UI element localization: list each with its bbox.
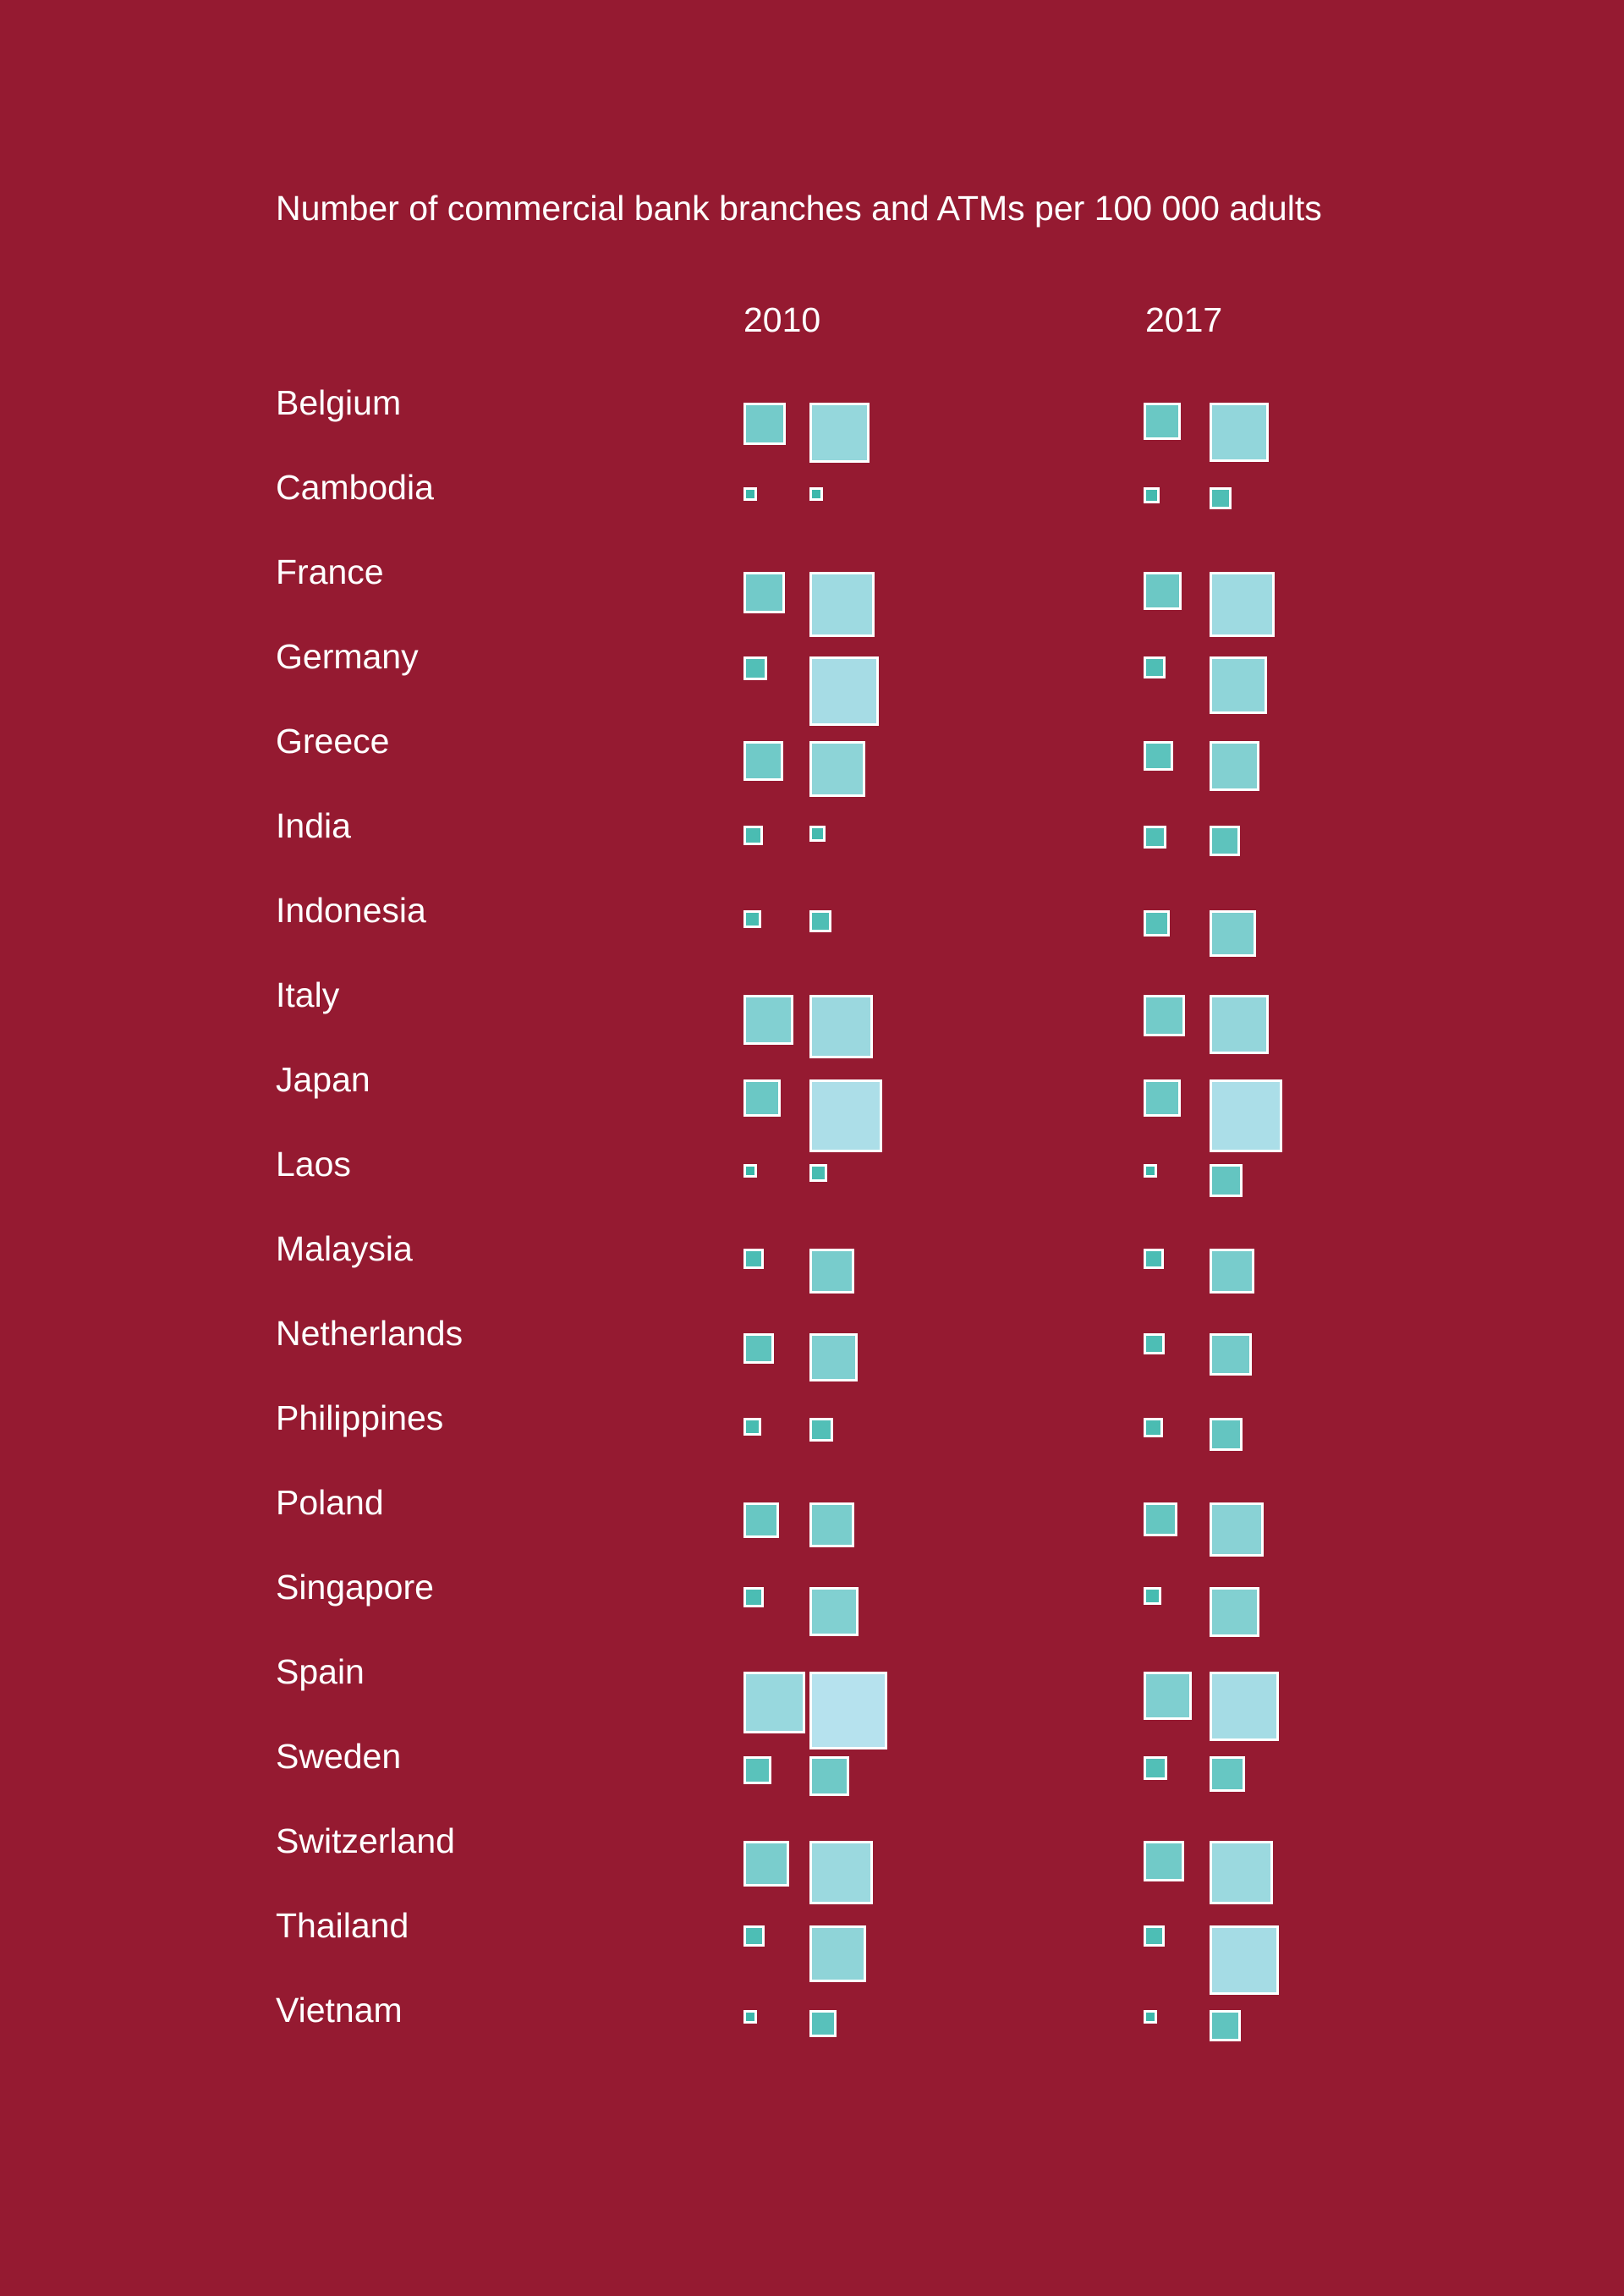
square-netherlands-2017-atms — [1210, 1333, 1252, 1376]
square-sweden-2017-branches — [1144, 1756, 1167, 1780]
country-label-india: India — [276, 806, 351, 845]
square-spain-2017-branches — [1144, 1672, 1192, 1720]
chart-title: Number of commercial bank branches and ATMs per 100 000 adults — [276, 189, 1322, 228]
square-spain-2010-branches — [743, 1672, 805, 1733]
square-vietnam-2017-atms — [1210, 2010, 1241, 2041]
country-label-poland: Poland — [276, 1483, 384, 1522]
square-france-2010-atms — [809, 572, 875, 637]
square-sweden-2010-atms — [809, 1756, 849, 1796]
square-poland-2010-branches — [743, 1502, 779, 1538]
country-label-greece: Greece — [276, 722, 390, 761]
square-laos-2017-branches — [1144, 1164, 1157, 1178]
square-india-2010-atms — [809, 826, 826, 842]
square-thailand-2017-branches — [1144, 1925, 1165, 1947]
square-netherlands-2010-atms — [809, 1333, 858, 1381]
square-greece-2010-atms — [809, 741, 865, 797]
square-malaysia-2017-atms — [1210, 1249, 1254, 1294]
square-singapore-2010-branches — [743, 1587, 764, 1607]
square-germany-2017-atms — [1210, 656, 1267, 714]
year-label-2017: 2017 — [1145, 300, 1223, 339]
square-greece-2010-branches — [743, 741, 783, 781]
square-greece-2017-atms — [1210, 741, 1259, 791]
square-cambodia-2010-branches — [743, 487, 757, 501]
square-cambodia-2017-atms — [1210, 487, 1232, 509]
country-label-switzerland: Switzerland — [276, 1821, 455, 1860]
square-philippines-2010-atms — [809, 1418, 833, 1442]
square-philippines-2017-branches — [1144, 1418, 1163, 1437]
square-singapore-2010-atms — [809, 1587, 859, 1636]
square-malaysia-2010-atms — [809, 1249, 854, 1294]
square-malaysia-2010-branches — [743, 1249, 764, 1269]
square-switzerland-2017-branches — [1144, 1841, 1184, 1881]
square-poland-2010-atms — [809, 1502, 854, 1547]
square-philippines-2017-atms — [1210, 1418, 1243, 1451]
square-belgium-2017-branches — [1144, 403, 1181, 440]
square-netherlands-2010-branches — [743, 1333, 774, 1364]
square-poland-2017-branches — [1144, 1502, 1177, 1536]
country-label-philippines: Philippines — [276, 1398, 444, 1437]
country-label-netherlands: Netherlands — [276, 1314, 464, 1353]
square-spain-2010-atms — [809, 1672, 887, 1749]
square-switzerland-2010-atms — [809, 1841, 873, 1904]
square-india-2010-branches — [743, 826, 763, 845]
square-japan-2010-atms — [809, 1079, 882, 1152]
square-cambodia-2017-branches — [1144, 487, 1160, 503]
country-label-malaysia: Malaysia — [276, 1229, 413, 1268]
square-germany-2017-branches — [1144, 656, 1166, 678]
square-sweden-2017-atms — [1210, 1756, 1245, 1792]
square-belgium-2010-atms — [809, 403, 870, 463]
square-singapore-2017-atms — [1210, 1587, 1259, 1637]
square-greece-2017-branches — [1144, 741, 1173, 771]
country-label-laos: Laos — [276, 1145, 351, 1184]
country-label-japan: Japan — [276, 1060, 370, 1099]
square-indonesia-2010-branches — [743, 910, 761, 928]
country-label-vietnam: Vietnam — [276, 1991, 403, 2030]
country-label-italy: Italy — [276, 975, 340, 1014]
square-india-2017-branches — [1144, 826, 1166, 849]
square-switzerland-2010-branches — [743, 1841, 789, 1887]
square-france-2017-branches — [1144, 572, 1182, 610]
square-italy-2010-branches — [743, 995, 793, 1045]
country-label-germany: Germany — [276, 637, 419, 676]
square-laos-2010-atms — [809, 1164, 827, 1182]
square-thailand-2017-atms — [1210, 1925, 1279, 1995]
square-sweden-2010-branches — [743, 1756, 771, 1784]
square-laos-2010-branches — [743, 1164, 757, 1178]
square-indonesia-2017-atms — [1210, 910, 1256, 957]
country-label-belgium: Belgium — [276, 383, 402, 422]
country-label-indonesia: Indonesia — [276, 891, 426, 930]
square-japan-2017-branches — [1144, 1079, 1181, 1117]
square-poland-2017-atms — [1210, 1502, 1264, 1557]
square-indonesia-2010-atms — [809, 910, 831, 932]
square-philippines-2010-branches — [743, 1418, 761, 1436]
square-vietnam-2010-branches — [743, 2010, 757, 2024]
square-italy-2010-atms — [809, 995, 873, 1058]
square-india-2017-atms — [1210, 826, 1240, 856]
square-france-2017-atms — [1210, 572, 1275, 637]
square-singapore-2017-branches — [1144, 1587, 1161, 1605]
country-label-thailand: Thailand — [276, 1906, 409, 1945]
square-italy-2017-atms — [1210, 995, 1269, 1054]
square-vietnam-2017-branches — [1144, 2010, 1157, 2024]
square-cambodia-2010-atms — [809, 487, 823, 501]
square-malaysia-2017-branches — [1144, 1249, 1164, 1269]
country-label-spain: Spain — [276, 1652, 365, 1691]
square-belgium-2010-branches — [743, 403, 786, 445]
square-belgium-2017-atms — [1210, 403, 1269, 462]
square-japan-2017-atms — [1210, 1079, 1282, 1152]
square-laos-2017-atms — [1210, 1164, 1243, 1197]
square-indonesia-2017-branches — [1144, 910, 1170, 937]
country-label-sweden: Sweden — [276, 1737, 402, 1776]
country-label-france: France — [276, 552, 384, 591]
square-thailand-2010-atms — [809, 1925, 866, 1982]
year-label-2010: 2010 — [743, 300, 821, 339]
square-vietnam-2010-atms — [809, 2010, 837, 2037]
country-label-cambodia: Cambodia — [276, 468, 434, 507]
square-italy-2017-branches — [1144, 995, 1185, 1036]
square-thailand-2010-branches — [743, 1925, 765, 1947]
square-germany-2010-branches — [743, 656, 767, 680]
square-netherlands-2017-branches — [1144, 1333, 1165, 1354]
square-japan-2010-branches — [743, 1079, 781, 1117]
square-spain-2017-atms — [1210, 1672, 1279, 1741]
square-germany-2010-atms — [809, 656, 879, 726]
country-label-singapore: Singapore — [276, 1568, 434, 1607]
square-france-2010-branches — [743, 572, 785, 613]
square-switzerland-2017-atms — [1210, 1841, 1273, 1904]
